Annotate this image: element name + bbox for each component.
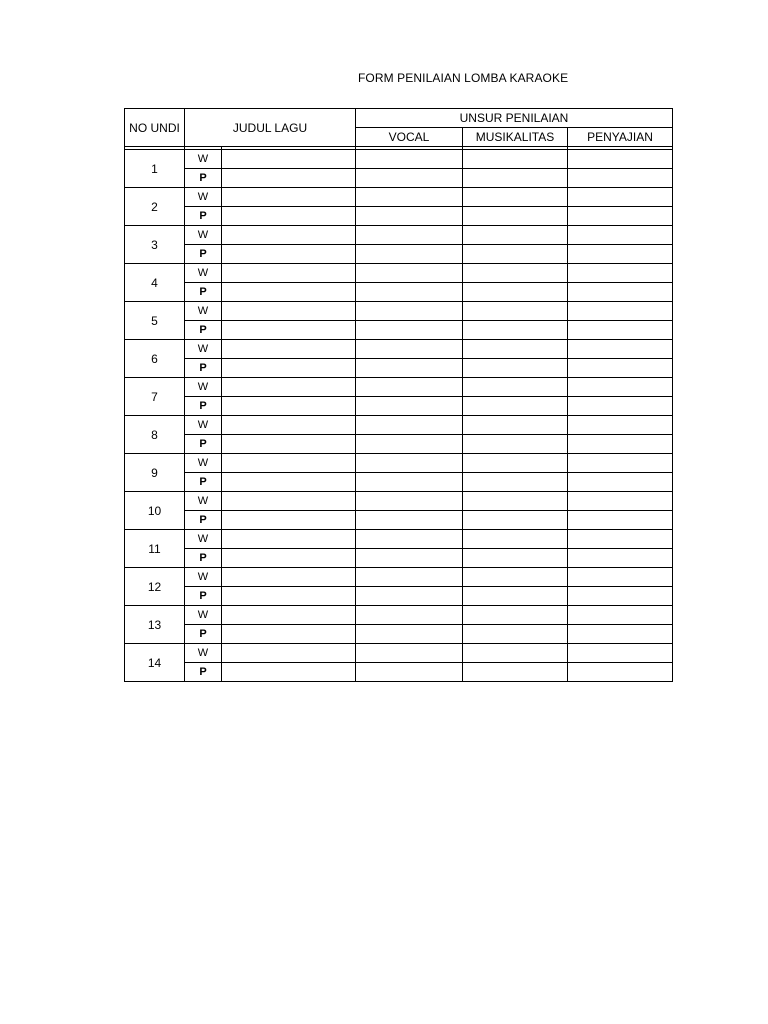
entry-number: 4 bbox=[125, 264, 185, 302]
judul-lagu-cell[interactable] bbox=[222, 302, 356, 321]
row-label-p: P bbox=[185, 625, 222, 644]
vocal-cell[interactable] bbox=[356, 245, 463, 264]
row-label-p: P bbox=[185, 549, 222, 568]
entry-number: 14 bbox=[125, 644, 185, 682]
musikalitas-cell[interactable] bbox=[463, 226, 568, 245]
penyajian-cell[interactable] bbox=[568, 625, 673, 644]
musikalitas-cell[interactable] bbox=[463, 245, 568, 264]
penyajian-cell[interactable] bbox=[568, 435, 673, 454]
judul-lagu-cell[interactable] bbox=[222, 530, 356, 549]
vocal-cell[interactable] bbox=[356, 378, 463, 397]
score-table bbox=[124, 108, 673, 682]
vocal-cell[interactable] bbox=[356, 207, 463, 226]
judul-lagu-cell[interactable] bbox=[222, 397, 356, 416]
row-label-w: W bbox=[185, 302, 222, 321]
penyajian-cell[interactable] bbox=[568, 568, 673, 587]
judul-lagu-cell[interactable] bbox=[222, 492, 356, 511]
musikalitas-cell[interactable] bbox=[463, 321, 568, 340]
row-label-p: P bbox=[185, 435, 222, 454]
musikalitas-cell[interactable] bbox=[463, 188, 568, 207]
judul-lagu-cell[interactable] bbox=[222, 283, 356, 302]
penyajian-cell[interactable] bbox=[568, 245, 673, 264]
row-label-w: W bbox=[185, 416, 222, 435]
penyajian-cell[interactable] bbox=[568, 321, 673, 340]
penyajian-cell[interactable] bbox=[568, 397, 673, 416]
entry-row-w bbox=[125, 416, 673, 435]
musikalitas-cell[interactable] bbox=[463, 644, 568, 663]
entry-row-w bbox=[125, 188, 673, 207]
judul-lagu-cell[interactable] bbox=[222, 473, 356, 492]
entry-row-w bbox=[125, 530, 673, 549]
entry-number: 2 bbox=[125, 188, 185, 226]
entry-row-w bbox=[125, 644, 673, 663]
penyajian-cell[interactable] bbox=[568, 359, 673, 378]
musikalitas-cell[interactable] bbox=[463, 511, 568, 530]
judul-lagu-cell[interactable] bbox=[222, 644, 356, 663]
vocal-cell[interactable] bbox=[356, 264, 463, 283]
musikalitas-cell[interactable] bbox=[463, 150, 568, 169]
entry-row-p bbox=[125, 245, 673, 264]
entry-row-p bbox=[125, 549, 673, 568]
entry-row-w bbox=[125, 340, 673, 359]
judul-lagu-cell[interactable] bbox=[222, 625, 356, 644]
penyajian-cell[interactable] bbox=[568, 587, 673, 606]
header-vocal: VOCAL bbox=[356, 128, 463, 147]
musikalitas-cell[interactable] bbox=[463, 302, 568, 321]
musikalitas-cell[interactable] bbox=[463, 473, 568, 492]
musikalitas-cell[interactable] bbox=[463, 207, 568, 226]
row-label-p: P bbox=[185, 511, 222, 530]
row-label-w: W bbox=[185, 606, 222, 625]
vocal-cell[interactable] bbox=[356, 302, 463, 321]
judul-lagu-cell[interactable] bbox=[222, 416, 356, 435]
musikalitas-cell[interactable] bbox=[463, 454, 568, 473]
entry-row-p bbox=[125, 663, 673, 682]
vocal-cell[interactable] bbox=[356, 511, 463, 530]
penyajian-cell[interactable] bbox=[568, 511, 673, 530]
musikalitas-cell[interactable] bbox=[463, 435, 568, 454]
musikalitas-cell[interactable] bbox=[463, 340, 568, 359]
vocal-cell[interactable] bbox=[356, 473, 463, 492]
judul-lagu-cell[interactable] bbox=[222, 606, 356, 625]
entry-row-p bbox=[125, 511, 673, 530]
entry-row-w bbox=[125, 568, 673, 587]
judul-lagu-cell[interactable] bbox=[222, 587, 356, 606]
judul-lagu-cell[interactable] bbox=[222, 169, 356, 188]
entry-row-w bbox=[125, 454, 673, 473]
row-label-p: P bbox=[185, 397, 222, 416]
judul-lagu-cell[interactable] bbox=[222, 435, 356, 454]
vocal-cell[interactable] bbox=[356, 397, 463, 416]
vocal-cell[interactable] bbox=[356, 150, 463, 169]
entry-number: 13 bbox=[125, 606, 185, 644]
musikalitas-cell[interactable] bbox=[463, 663, 568, 682]
vocal-cell[interactable] bbox=[356, 492, 463, 511]
judul-lagu-cell[interactable] bbox=[222, 150, 356, 169]
vocal-cell[interactable] bbox=[356, 530, 463, 549]
row-label-w: W bbox=[185, 530, 222, 549]
row-label-w: W bbox=[185, 264, 222, 283]
vocal-cell[interactable] bbox=[356, 587, 463, 606]
header-musikalitas: MUSIKALITAS bbox=[463, 128, 568, 147]
judul-lagu-cell[interactable] bbox=[222, 359, 356, 378]
musikalitas-cell[interactable] bbox=[463, 530, 568, 549]
vocal-cell[interactable] bbox=[356, 340, 463, 359]
row-label-p: P bbox=[185, 321, 222, 340]
judul-lagu-cell[interactable] bbox=[222, 663, 356, 682]
musikalitas-cell[interactable] bbox=[463, 625, 568, 644]
form-title: FORM PENILAIAN LOMBA KARAOKE bbox=[358, 71, 569, 85]
vocal-cell[interactable] bbox=[356, 435, 463, 454]
judul-lagu-cell[interactable] bbox=[222, 340, 356, 359]
row-label-w: W bbox=[185, 340, 222, 359]
judul-lagu-cell[interactable] bbox=[222, 321, 356, 340]
entry-number: 3 bbox=[125, 226, 185, 264]
row-label-p: P bbox=[185, 245, 222, 264]
penyajian-cell[interactable] bbox=[568, 226, 673, 245]
row-label-p: P bbox=[185, 169, 222, 188]
entry-row-p bbox=[125, 435, 673, 454]
vocal-cell[interactable] bbox=[356, 169, 463, 188]
musikalitas-cell[interactable] bbox=[463, 264, 568, 283]
entry-number: 12 bbox=[125, 568, 185, 606]
judul-lagu-cell[interactable] bbox=[222, 207, 356, 226]
judul-lagu-cell[interactable] bbox=[222, 245, 356, 264]
penyajian-cell[interactable] bbox=[568, 644, 673, 663]
penyajian-cell[interactable] bbox=[568, 473, 673, 492]
vocal-cell[interactable] bbox=[356, 606, 463, 625]
musikalitas-cell[interactable] bbox=[463, 359, 568, 378]
vocal-cell[interactable] bbox=[356, 321, 463, 340]
entry-row-p bbox=[125, 169, 673, 188]
penyajian-cell[interactable] bbox=[568, 207, 673, 226]
penyajian-cell[interactable] bbox=[568, 340, 673, 359]
musikalitas-cell[interactable] bbox=[463, 416, 568, 435]
vocal-cell[interactable] bbox=[356, 454, 463, 473]
entry-row-p bbox=[125, 359, 673, 378]
vocal-cell[interactable] bbox=[356, 663, 463, 682]
penyajian-cell[interactable] bbox=[568, 378, 673, 397]
entry-row-w bbox=[125, 264, 673, 283]
penyajian-cell[interactable] bbox=[568, 169, 673, 188]
penyajian-cell[interactable] bbox=[568, 454, 673, 473]
row-label-w: W bbox=[185, 378, 222, 397]
vocal-cell[interactable] bbox=[356, 188, 463, 207]
entry-row-p bbox=[125, 473, 673, 492]
musikalitas-cell[interactable] bbox=[463, 169, 568, 188]
musikalitas-cell[interactable] bbox=[463, 587, 568, 606]
row-label-w: W bbox=[185, 188, 222, 207]
row-label-p: P bbox=[185, 473, 222, 492]
penyajian-cell[interactable] bbox=[568, 549, 673, 568]
entry-row-w bbox=[125, 492, 673, 511]
row-label-p: P bbox=[185, 587, 222, 606]
vocal-cell[interactable] bbox=[356, 568, 463, 587]
row-label-w: W bbox=[185, 454, 222, 473]
penyajian-cell[interactable] bbox=[568, 283, 673, 302]
entry-row-w bbox=[125, 150, 673, 169]
penyajian-cell[interactable] bbox=[568, 416, 673, 435]
penyajian-cell[interactable] bbox=[568, 264, 673, 283]
vocal-cell[interactable] bbox=[356, 283, 463, 302]
judul-lagu-cell[interactable] bbox=[222, 511, 356, 530]
row-label-p: P bbox=[185, 359, 222, 378]
header-judul-lagu: JUDUL LAGU bbox=[185, 109, 356, 147]
judul-lagu-cell[interactable] bbox=[222, 568, 356, 587]
vocal-cell[interactable] bbox=[356, 416, 463, 435]
entry-number: 1 bbox=[125, 150, 185, 188]
entry-number: 7 bbox=[125, 378, 185, 416]
vocal-cell[interactable] bbox=[356, 359, 463, 378]
row-label-p: P bbox=[185, 207, 222, 226]
judul-lagu-cell[interactable] bbox=[222, 188, 356, 207]
vocal-cell[interactable] bbox=[356, 549, 463, 568]
entry-number: 10 bbox=[125, 492, 185, 530]
penyajian-cell[interactable] bbox=[568, 188, 673, 207]
entry-row-p bbox=[125, 283, 673, 302]
entry-row-w bbox=[125, 378, 673, 397]
penyajian-cell[interactable] bbox=[568, 530, 673, 549]
penyajian-cell[interactable] bbox=[568, 302, 673, 321]
penyajian-cell[interactable] bbox=[568, 606, 673, 625]
entry-row-w bbox=[125, 226, 673, 245]
entry-number: 8 bbox=[125, 416, 185, 454]
judul-lagu-cell[interactable] bbox=[222, 378, 356, 397]
row-label-w: W bbox=[185, 644, 222, 663]
entry-row-w bbox=[125, 606, 673, 625]
musikalitas-cell[interactable] bbox=[463, 568, 568, 587]
row-label-w: W bbox=[185, 150, 222, 169]
row-label-p: P bbox=[185, 663, 222, 682]
penyajian-cell[interactable] bbox=[568, 663, 673, 682]
entry-number: 9 bbox=[125, 454, 185, 492]
entry-number: 11 bbox=[125, 530, 185, 568]
musikalitas-cell[interactable] bbox=[463, 378, 568, 397]
musikalitas-cell[interactable] bbox=[463, 606, 568, 625]
judul-lagu-cell[interactable] bbox=[222, 549, 356, 568]
entry-row-w bbox=[125, 302, 673, 321]
judul-lagu-cell[interactable] bbox=[222, 226, 356, 245]
header-penyajian: PENYAJIAN bbox=[568, 128, 673, 147]
vocal-cell[interactable] bbox=[356, 625, 463, 644]
entry-number: 6 bbox=[125, 340, 185, 378]
musikalitas-cell[interactable] bbox=[463, 492, 568, 511]
judul-lagu-cell[interactable] bbox=[222, 454, 356, 473]
musikalitas-cell[interactable] bbox=[463, 397, 568, 416]
row-label-w: W bbox=[185, 492, 222, 511]
row-label-p: P bbox=[185, 283, 222, 302]
entry-row-p bbox=[125, 625, 673, 644]
entry-row-p bbox=[125, 587, 673, 606]
entry-row-p bbox=[125, 397, 673, 416]
entry-number: 5 bbox=[125, 302, 185, 340]
judul-lagu-cell[interactable] bbox=[222, 264, 356, 283]
penyajian-cell[interactable] bbox=[568, 150, 673, 169]
header-no-undi: NO UNDI bbox=[125, 109, 185, 147]
musikalitas-cell[interactable] bbox=[463, 549, 568, 568]
musikalitas-cell[interactable] bbox=[463, 283, 568, 302]
row-label-w: W bbox=[185, 226, 222, 245]
header-unsur-penilaian: UNSUR PENILAIAN bbox=[356, 109, 673, 128]
entry-row-p bbox=[125, 207, 673, 226]
row-label-w: W bbox=[185, 568, 222, 587]
vocal-cell[interactable] bbox=[356, 644, 463, 663]
entry-row-p bbox=[125, 321, 673, 340]
penyajian-cell[interactable] bbox=[568, 492, 673, 511]
vocal-cell[interactable] bbox=[356, 226, 463, 245]
